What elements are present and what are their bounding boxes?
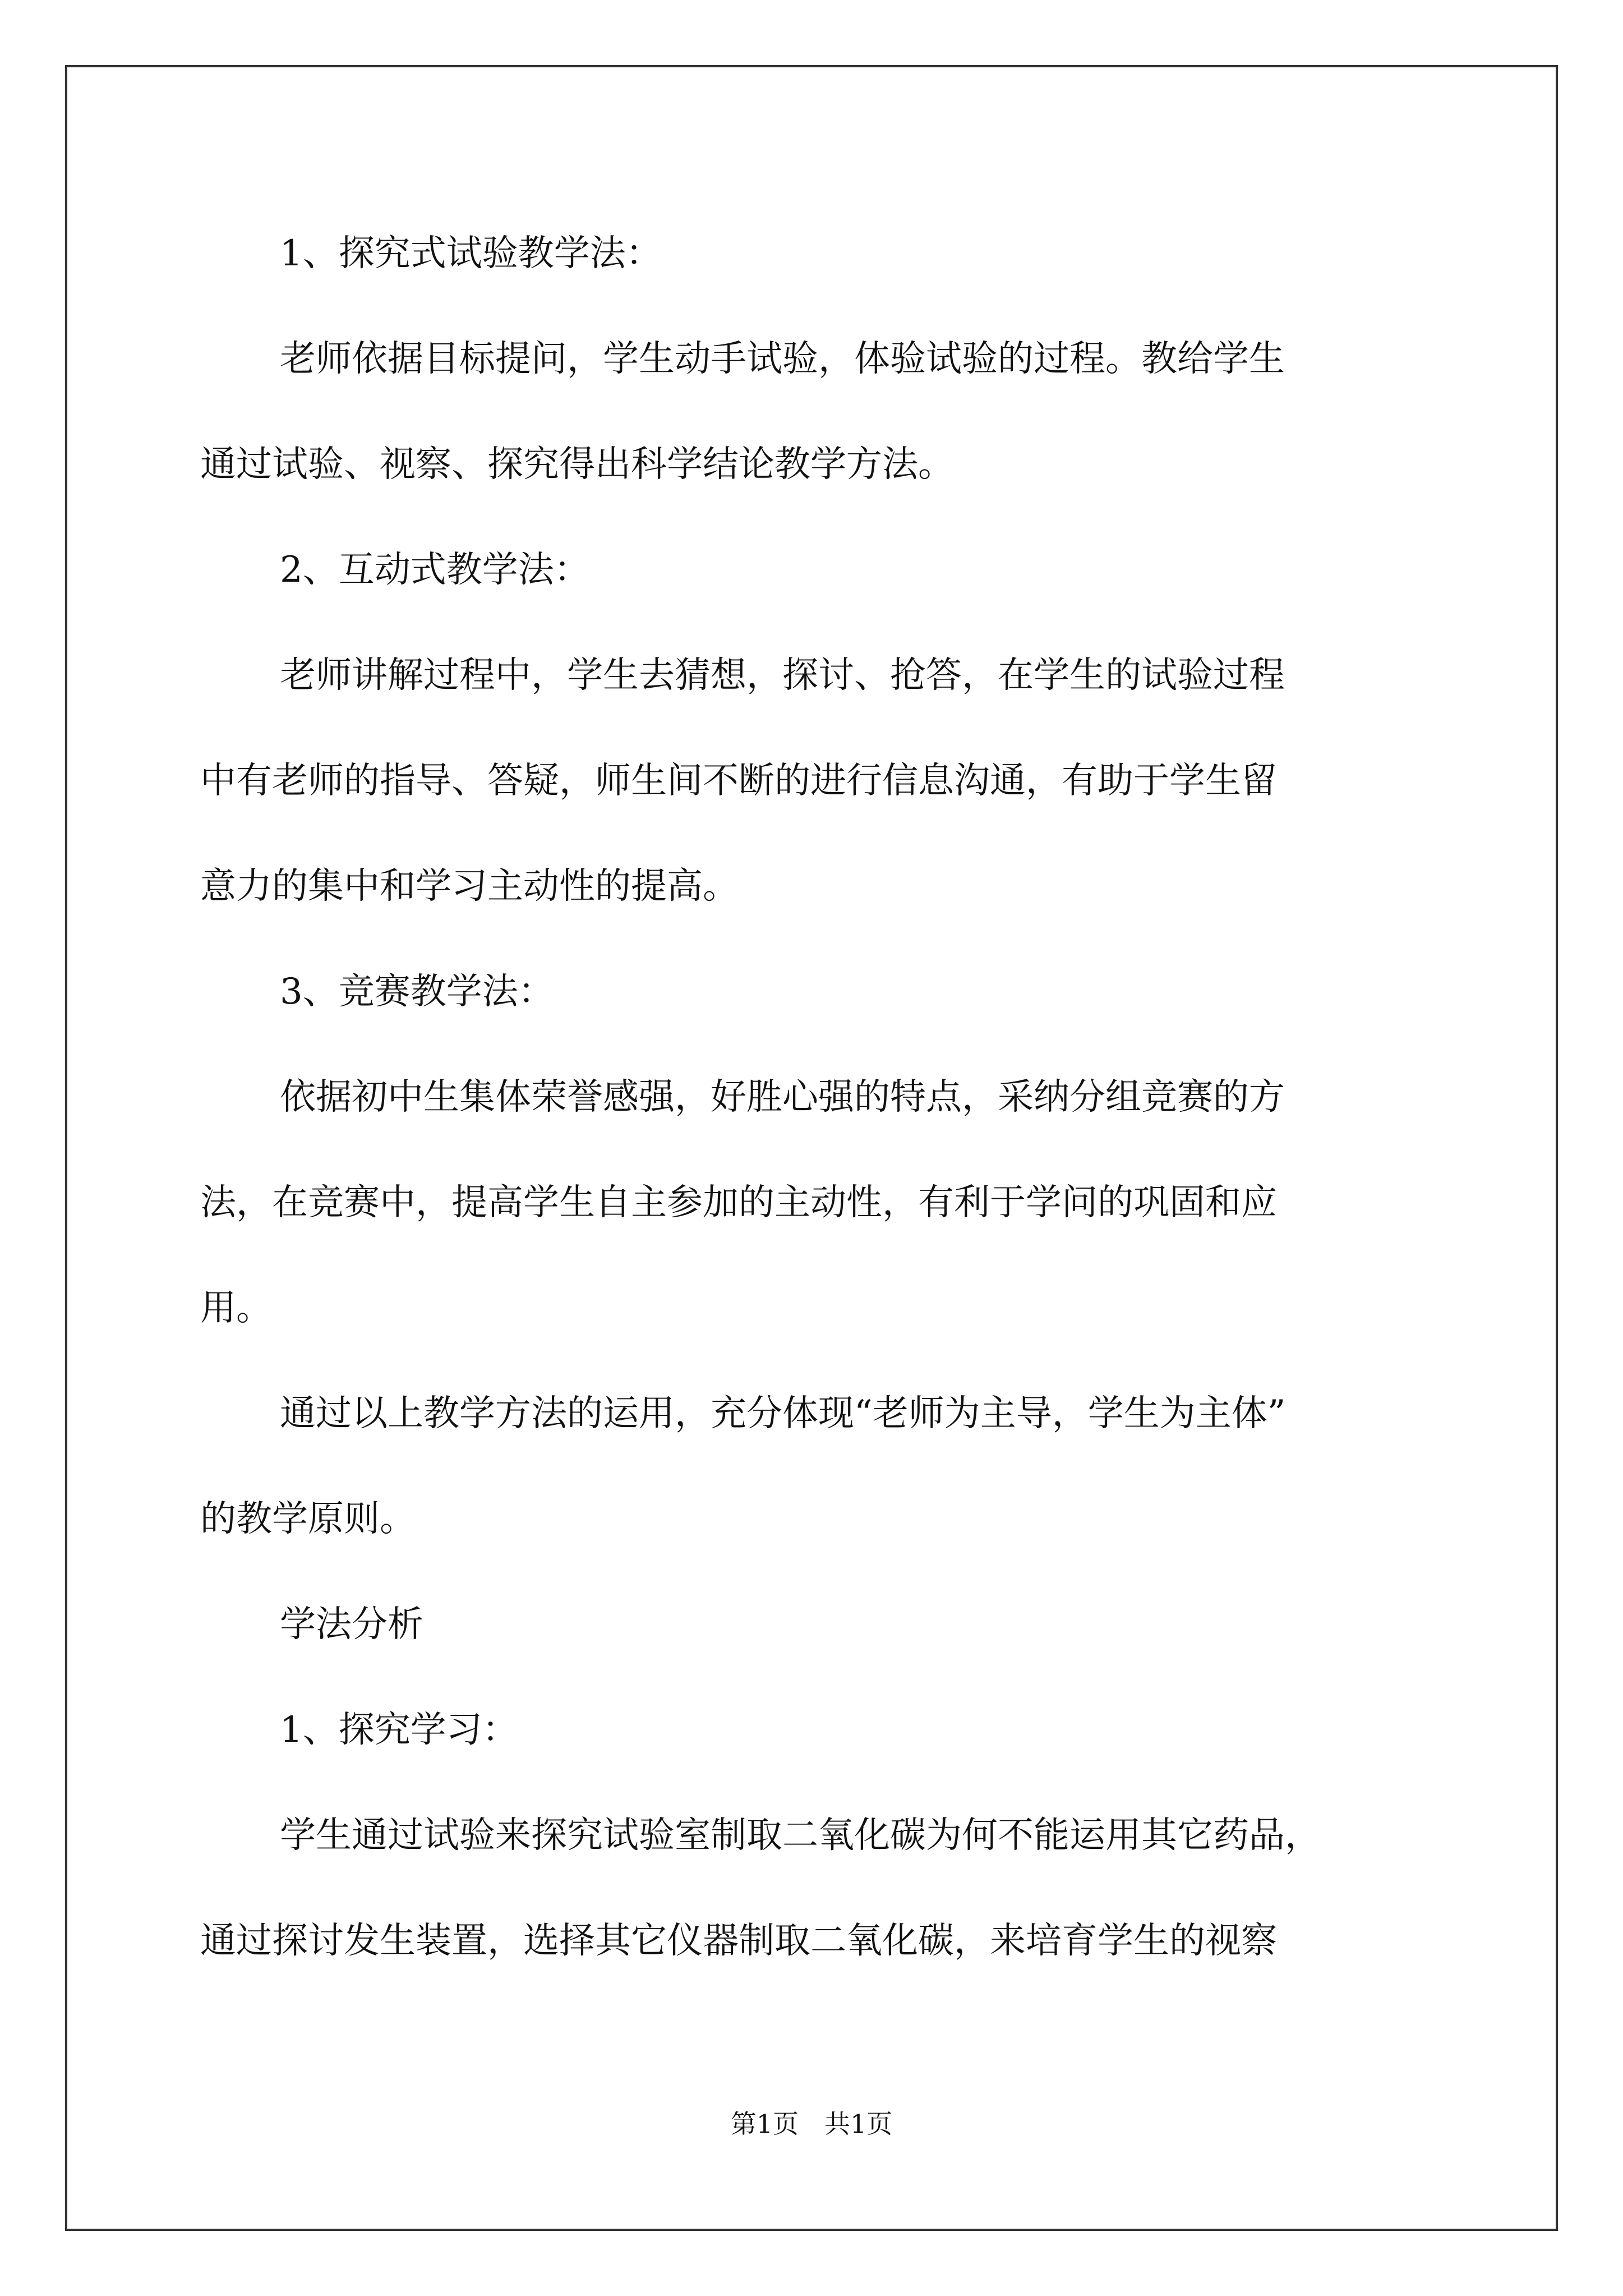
paragraph-line: 中有老师的指导、答疑，师生间不断的进行信息沟通，有助于学生留: [200, 760, 1277, 802]
heading-interactive-method: 2、互动式教学法：: [280, 549, 590, 591]
heading-inquiry-learning: 1、探究学习：: [280, 1709, 518, 1751]
paragraph-line: 依据初中生集体荣誉感强，好胜心强的特点，采纳分组竞赛的方: [280, 1076, 1285, 1118]
paragraph-line: 通过以上教学方法的运用，充分体现“老师为主导，学生为主体”: [280, 1393, 1286, 1434]
paragraph-line: 的教学原则。: [200, 1498, 416, 1540]
page-footer: 第1页 共1页: [730, 2109, 893, 2139]
paragraph-line: 老师讲解过程中，学生去猜想，探讨、抢答，在学生的试验过程: [280, 655, 1285, 696]
paragraph-line: 老师依据目标提问，学生动手试验，体验试验的过程。教给学生: [280, 338, 1285, 380]
section-title-study-analysis: 学法分析: [280, 1604, 423, 1645]
paragraph-line: 法，在竞赛中，提高学生自主参加的主动性，有利于学问的巩固和应: [200, 1182, 1277, 1223]
paragraph-line: 学生通过试验来探究试验室制取二氧化碳为何不能运用其它药品，: [280, 1815, 1321, 1856]
heading-competition-method: 3、竞赛教学法：: [280, 971, 554, 1013]
heading-inquiry-method: 1、探究式试验教学法：: [280, 233, 662, 274]
page-border: [65, 65, 1558, 2231]
paragraph-line: 用。: [200, 1287, 272, 1329]
paragraph-line: 通过探讨发生装置，选择其它仪器制取二氧化碳，来培育学生的视察: [200, 1920, 1277, 1962]
paragraph-line: 意力的集中和学习主动性的提高。: [200, 866, 739, 907]
paragraph-line: 通过试验、视察、探究得出科学结论教学方法。: [200, 444, 954, 485]
